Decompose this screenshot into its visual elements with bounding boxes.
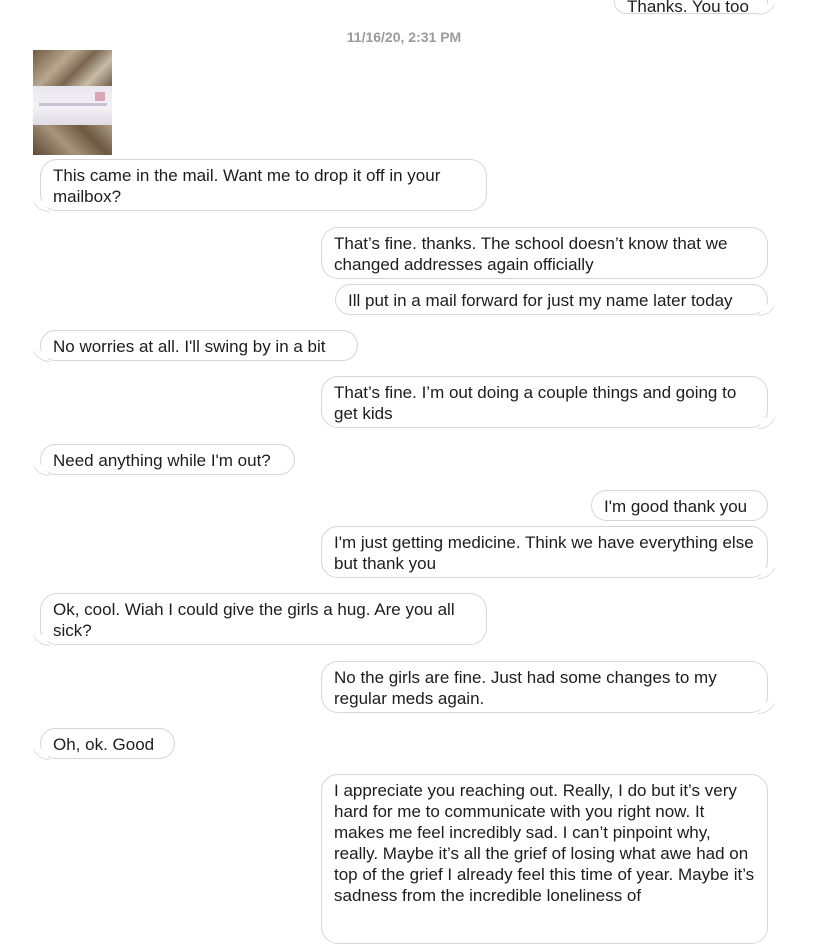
message-bubble-sent[interactable] [591,490,768,521]
photo-attachment[interactable] [33,50,112,155]
envelope-stripe [39,103,107,106]
message-text: Oh, ok. Good [53,735,155,754]
message-bubble-sent[interactable] [321,774,768,944]
bubble-tail [758,568,775,579]
message-text: That’s fine. I’m out doing a couple things and going to get kids [334,383,737,423]
bubble-tail [758,4,775,15]
message-text: Need anything while I'm out? [53,451,271,470]
bubble-tail [33,351,50,362]
message-bubble-received[interactable] [40,330,358,361]
message-bubble-received[interactable] [40,728,175,759]
bubble-tail [33,635,50,646]
message-text: I'm good thank you [604,497,748,516]
message-text: This came in the mail. Want me to drop it off in your mailbox? [53,166,441,206]
message-bubble-received[interactable] [40,593,487,645]
message-bubble-sent[interactable] [321,661,768,713]
envelope-image [33,86,112,128]
message-bubble-sent[interactable] [321,526,768,578]
message-bubble-received[interactable] [40,444,295,475]
bubble-tail [33,749,50,760]
message-bubble-sent[interactable] [614,0,768,14]
conversation-timestamp: 11/16/20, 2:31 PM [346,29,462,45]
message-text: No worries at all. I'll swing by in a bit [53,337,326,356]
message-bubble-sent[interactable] [335,284,768,315]
message-text: Thanks. You too [627,0,749,16]
message-text: Ill put in a mail forward for just my name later today [348,291,733,310]
photo-region [33,50,112,88]
bubble-tail [33,465,50,476]
envelope-stamp [95,92,105,101]
bubble-tail [758,418,775,429]
message-bubble-sent[interactable] [321,227,768,279]
message-text: No the girls are fine. Just had some changes to my regular meds again. [334,668,717,708]
message-bubble-sent[interactable] [321,376,768,428]
message-text: I'm just getting medicine. Think we have everything else but thank you [334,533,754,573]
bubble-tail [758,305,775,316]
message-text: Ok, cool. Wiah I could give the girls a hug. Are you all sick? [53,600,455,640]
bubble-tail [758,703,775,714]
message-bubble-received[interactable] [40,159,487,211]
bubble-tail [33,201,50,212]
photo-region [33,125,112,155]
message-text: I appreciate you reaching out. Really, I do but it’s very hard for me to communicate with you right now. It makes me feel incredibly sad. I can’t pinpoint why, really. Maybe it’s all the grief of losing what awe had on top of the grief I already feel this time of year. Maybe it’s sadness from the incredible loneliness of [334,781,755,905]
message-text: That’s fine. thanks. The school doesn’t know that we changed addresses again officially [334,234,728,274]
